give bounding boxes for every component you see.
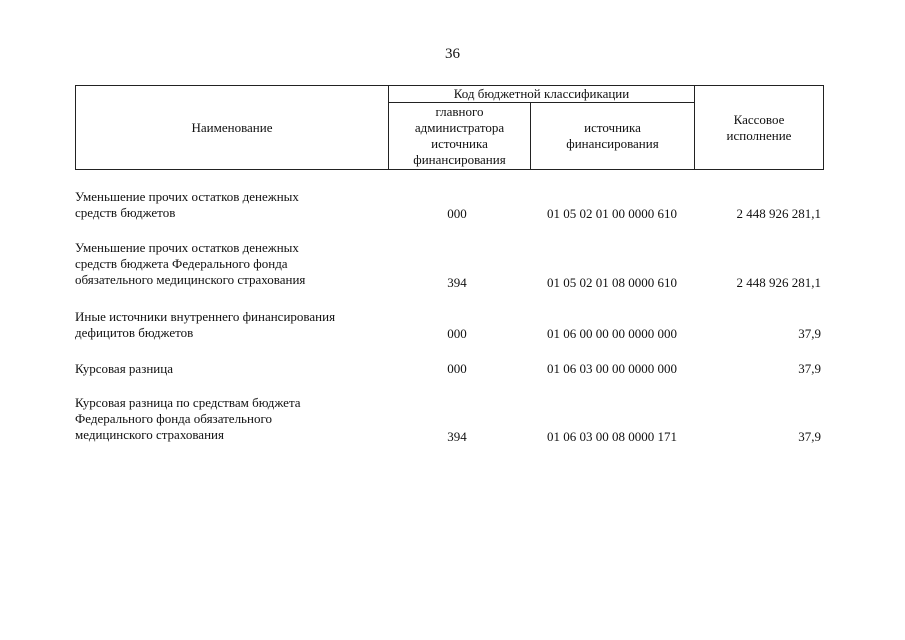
row-admin-code: 000 [447, 206, 467, 221]
row-admin-code: 000 [447, 361, 467, 376]
row-name: Курсовая разница [75, 361, 173, 376]
row-name: Уменьшение прочих остатков денежных средств бюджетов [75, 189, 299, 220]
row-name: Уменьшение прочих остатков денежных средств бюджета Федерального фонда обязательного медицинского страхования [75, 240, 306, 287]
row-amount: 37,9 [798, 361, 821, 376]
row-admin-code: 000 [447, 326, 467, 341]
header-amount: Кассовое исполнение [695, 86, 824, 170]
row-source-code: 01 06 03 00 00 0000 000 [547, 361, 677, 376]
row-amount: 2 448 926 281,1 [736, 206, 821, 221]
row-source-code: 01 05 02 01 00 0000 610 [547, 206, 677, 221]
header-admin: главного администратора источника финансирования [389, 103, 531, 170]
row-source-code: 01 05 02 01 08 0000 610 [547, 275, 677, 290]
header-name: Наименование [76, 86, 389, 170]
header-source: источника финансирования [531, 103, 695, 170]
row-admin-code: 394 [447, 429, 467, 444]
table-header [75, 85, 824, 170]
page-number: 36 [445, 46, 460, 62]
row-name: Курсовая разница по средствам бюджета Федерального фонда обязательного медицинского страхования [75, 395, 301, 442]
header-budget-code-group: Код бюджетной классификации [389, 86, 695, 103]
row-amount: 2 448 926 281,1 [736, 275, 821, 290]
row-source-code: 01 06 03 00 08 0000 171 [547, 429, 677, 444]
row-amount: 37,9 [798, 429, 821, 444]
row-source-code: 01 06 00 00 00 0000 000 [547, 326, 677, 341]
row-name: Иные источники внутреннего финансирования дефицитов бюджетов [75, 309, 336, 340]
row-amount: 37,9 [798, 326, 821, 341]
row-admin-code: 394 [447, 275, 467, 290]
